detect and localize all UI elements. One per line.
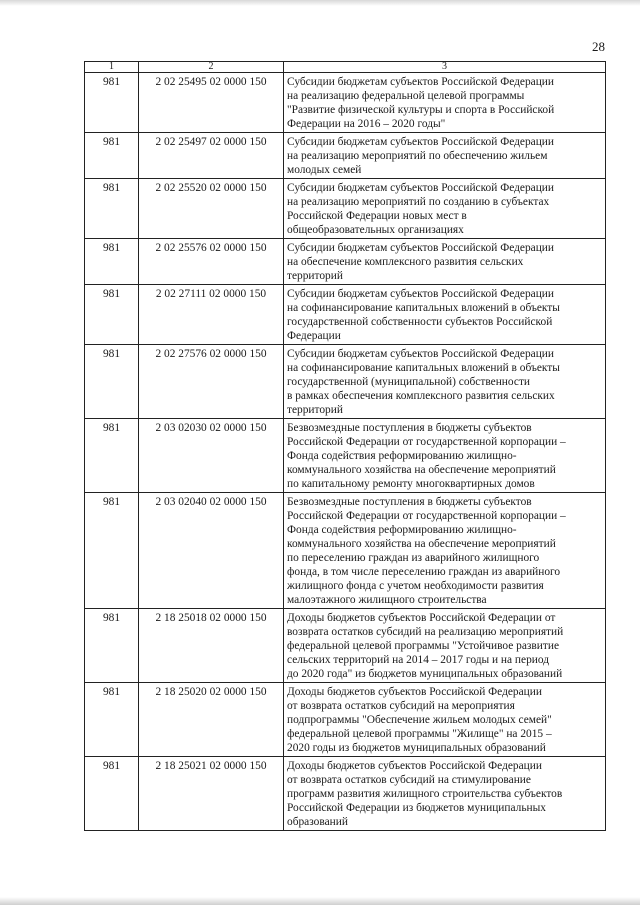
column-number: 1 bbox=[85, 62, 139, 73]
admin-code-cell: 981 bbox=[85, 757, 139, 831]
description-cell: Субсидии бюджетам субъектов Российской Федерации на реализацию федеральной целевой программы "Развитие физической культуры и спорта в Российской Федерации на 2016 – 2020 годы" bbox=[284, 73, 606, 133]
table-row bbox=[85, 609, 606, 683]
table-row bbox=[85, 285, 606, 345]
table-row bbox=[85, 73, 606, 133]
income-code-cell: 2 02 27576 02 0000 150 bbox=[139, 345, 284, 419]
scan-edge-bottom bbox=[0, 897, 640, 905]
income-code-cell: 2 02 27111 02 0000 150 bbox=[139, 285, 284, 345]
description-cell: Безвозмездные поступления в бюджеты субъектов Российской Федерации от государственной корпорации – Фонда содействия реформированию жилищно- коммунального хозяйства на обеспечение мероприятий по переселению граждан из аварийного жилищного фонда, в том числе переселению граждан из аварийного жилищного фонда с учетом необходимости развития малоэтажного жилищного строительства bbox=[284, 493, 606, 609]
description-cell: Доходы бюджетов субъектов Российской Федерации от возврата остатков субсидий на реализацию мероприятий федеральной целевой программы "Устойчивое развитие сельских территорий на 2014 – 2017 годы и на период до 2020 года" из бюджетов муниципальных образований bbox=[284, 609, 606, 683]
page-number: 28 bbox=[592, 39, 605, 54]
description-cell: Субсидии бюджетам субъектов Российской Федерации на софинансирование капитальных вложений в объекты государственной собственности субъектов Российской Федерации bbox=[284, 285, 606, 345]
description-cell: Субсидии бюджетам субъектов Российской Федерации на софинансирование капитальных вложений в объекты государственной (муниципальной) собственности в рамках обеспечения комплексного развития сельских территорий bbox=[284, 345, 606, 419]
admin-code-cell: 981 bbox=[85, 73, 139, 133]
scan-edge-top bbox=[0, 0, 640, 6]
income-code-cell: 2 18 25018 02 0000 150 bbox=[139, 609, 284, 683]
table-row bbox=[85, 683, 606, 757]
column-number: 2 bbox=[139, 62, 284, 73]
admin-code-cell: 981 bbox=[85, 285, 139, 345]
income-code-cell: 2 03 02030 02 0000 150 bbox=[139, 419, 284, 493]
table-row bbox=[85, 133, 606, 179]
description-cell: Безвозмездные поступления в бюджеты субъектов Российской Федерации от государственной корпорации – Фонда содействия реформированию жилищно- коммунального хозяйства на обеспечение мероприятий по капитальному ремонту многоквартирных домов bbox=[284, 419, 606, 493]
admin-code-cell: 981 bbox=[85, 493, 139, 609]
admin-code-cell: 981 bbox=[85, 683, 139, 757]
admin-code-cell: 981 bbox=[85, 133, 139, 179]
income-code-cell: 2 18 25021 02 0000 150 bbox=[139, 757, 284, 831]
table-row bbox=[85, 239, 606, 285]
income-code-cell: 2 18 25020 02 0000 150 bbox=[139, 683, 284, 757]
income-code-cell: 2 03 02040 02 0000 150 bbox=[139, 493, 284, 609]
description-cell: Доходы бюджетов субъектов Российской Федерации от возврата остатков субсидий на стимулирование программ развития жилищного строительства субъектов Российской Федерации из бюджетов муниципальных образований bbox=[284, 757, 606, 831]
description-cell: Субсидии бюджетам субъектов Российской Федерации на реализацию мероприятий по созданию в субъектах Российской Федерации новых мест в общеобразовательных организациях bbox=[284, 179, 606, 239]
income-code-cell: 2 02 25576 02 0000 150 bbox=[139, 239, 284, 285]
table-row bbox=[85, 419, 606, 493]
table-row bbox=[85, 757, 606, 831]
description-cell: Доходы бюджетов субъектов Российской Федерации от возврата остатков субсидий на мероприятия подпрограммы "Обеспечение жильем молодых семей" федеральной целевой программы "Жилище" на 2015 – 2020 годы из бюджетов муниципальных образований bbox=[284, 683, 606, 757]
admin-code-cell: 981 bbox=[85, 609, 139, 683]
income-code-cell: 2 02 25520 02 0000 150 bbox=[139, 179, 284, 239]
admin-code-cell: 981 bbox=[85, 179, 139, 239]
table-row bbox=[85, 345, 606, 419]
table-row bbox=[85, 179, 606, 239]
description-cell: Субсидии бюджетам субъектов Российской Федерации на реализацию мероприятий по обеспечению жильем молодых семей bbox=[284, 133, 606, 179]
description-cell: Субсидии бюджетам субъектов Российской Федерации на обеспечение комплексного развития сельских территорий bbox=[284, 239, 606, 285]
income-codes-table bbox=[84, 61, 606, 831]
column-number: 3 bbox=[284, 62, 606, 73]
admin-code-cell: 981 bbox=[85, 345, 139, 419]
admin-code-cell: 981 bbox=[85, 419, 139, 493]
table-row bbox=[85, 493, 606, 609]
income-code-cell: 2 02 25497 02 0000 150 bbox=[139, 133, 284, 179]
income-code-cell: 2 02 25495 02 0000 150 bbox=[139, 73, 284, 133]
admin-code-cell: 981 bbox=[85, 239, 139, 285]
column-number-row bbox=[85, 62, 606, 73]
